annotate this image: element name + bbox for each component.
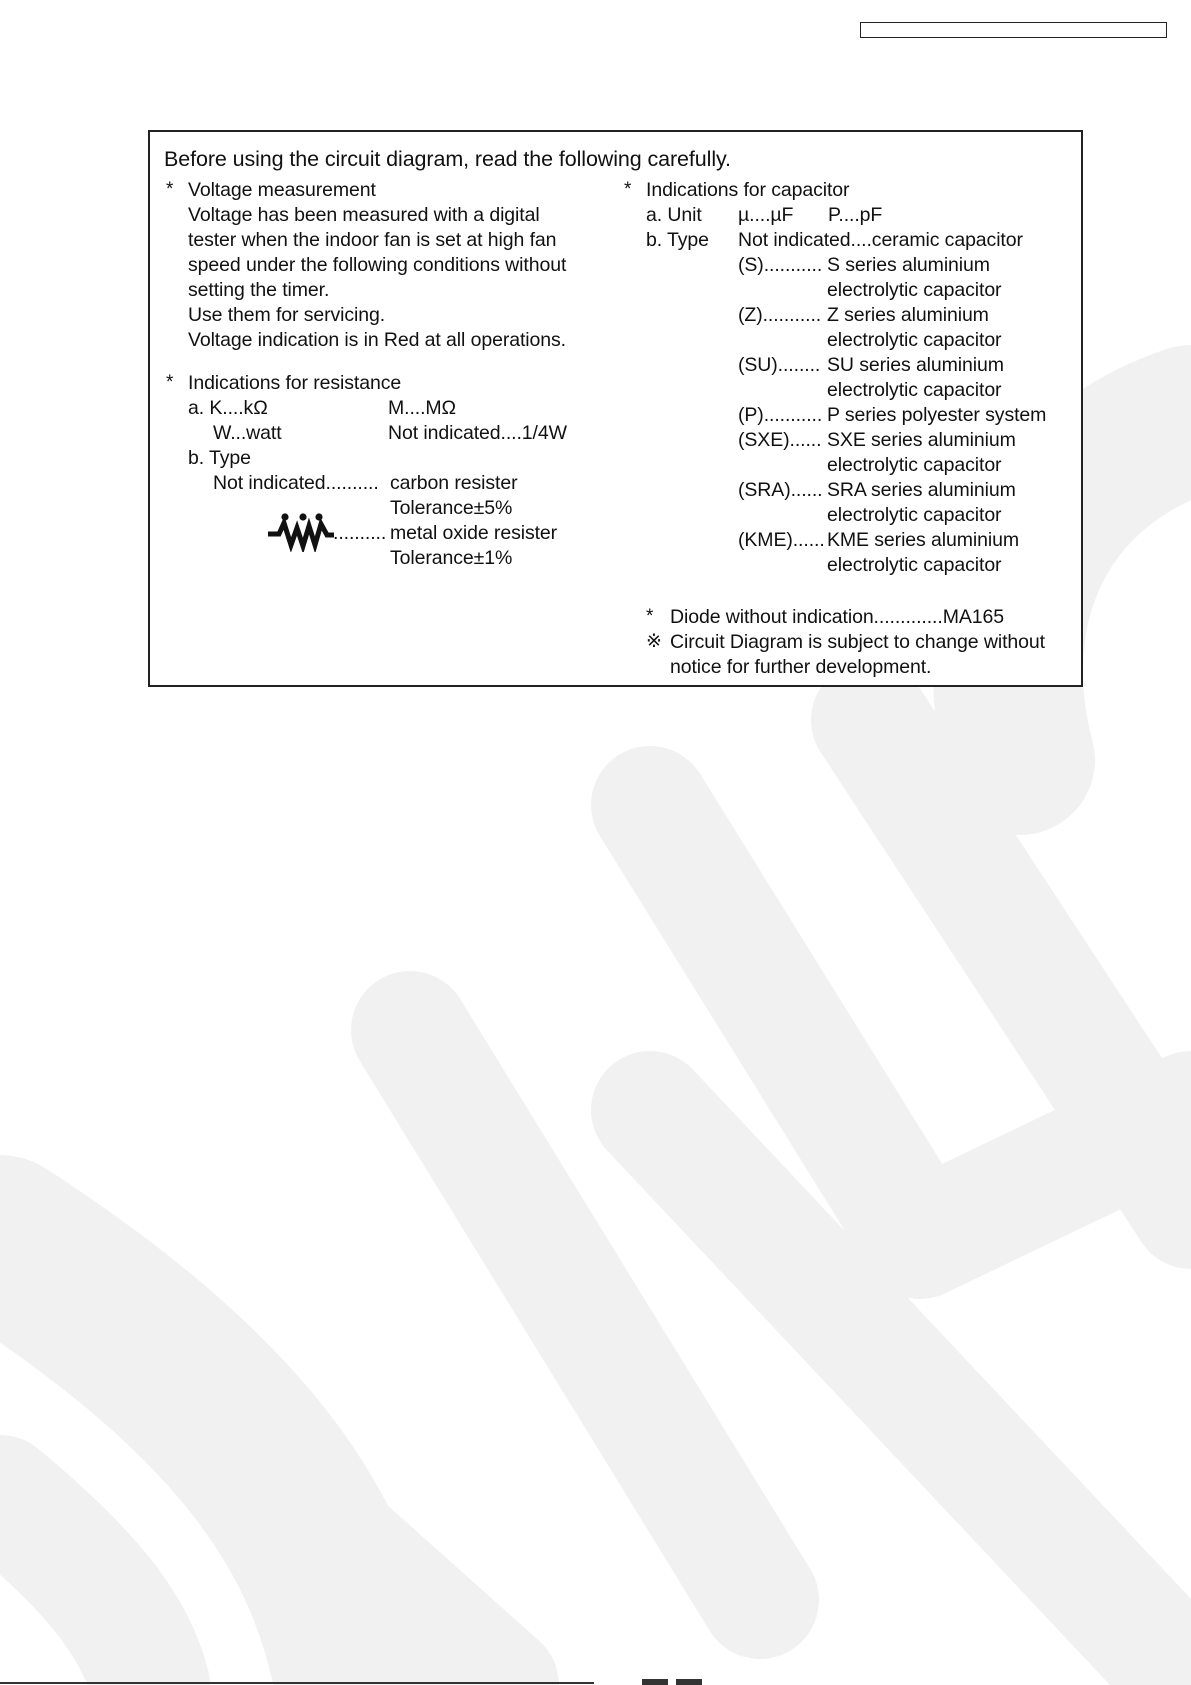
metal-oxide-resister: metal oxide resister — [390, 522, 558, 544]
capacitor-type-code: (SXE)...... — [738, 429, 822, 451]
voltage-line: Voltage indication is in Red at all operations. — [188, 329, 566, 351]
voltage-line: tester when the indoor fan is set at high fan — [188, 229, 557, 251]
resistance-unit-w: W...watt — [213, 422, 282, 444]
capacitor-type-code: (SU)........ — [738, 354, 821, 376]
capacitor-bullet: * — [624, 179, 632, 200]
resistance-default-watt: Not indicated....1/4W — [388, 422, 567, 444]
capacitor-type-name: KME series aluminium — [827, 529, 1019, 551]
capacitor-type-name: S series aluminium — [827, 254, 990, 276]
voltage-line: Voltage has been measured with a digital — [188, 204, 540, 226]
bottom-mark — [676, 1679, 702, 1685]
metal-oxide-resistor-icon — [268, 512, 334, 552]
header-label-box — [860, 22, 1167, 38]
capacitor-type-description: electrolytic capacitor — [827, 454, 1002, 476]
change-notice-line: notice for further development. — [670, 656, 932, 678]
voltage-line: setting the timer. — [188, 279, 330, 301]
capacitor-type-description: electrolytic capacitor — [827, 329, 1002, 351]
capacitor-type-code: (Z)........... — [738, 304, 822, 326]
bottom-rule — [0, 1682, 594, 1684]
capacitor-type-name: SU series aluminium — [827, 354, 1004, 376]
capacitor-type-name: Z series aluminium — [827, 304, 989, 326]
change-notice-bullet: ※ — [646, 631, 662, 652]
diode-note: Diode without indication.............MA165 — [670, 606, 1004, 628]
diode-bullet: * — [646, 606, 654, 627]
metal-dots: .......... — [333, 522, 387, 544]
resistance-not-indicated: Not indicated.......... — [213, 472, 379, 494]
voltage-line: speed under the following conditions without — [188, 254, 567, 276]
carbon-resister: carbon resister — [390, 472, 518, 494]
voltage-heading: Voltage measurement — [188, 179, 376, 201]
capacitor-type-name: P series polyester system — [827, 404, 1047, 426]
bottom-mark — [642, 1679, 668, 1685]
capacitor-type-description: electrolytic capacitor — [827, 504, 1002, 526]
change-notice-line: Circuit Diagram is subject to change without — [670, 631, 1045, 653]
capacitor-heading: Indications for capacitor — [646, 179, 850, 201]
voltage-bullet: * — [166, 179, 174, 200]
carbon-tolerance: Tolerance±5% — [390, 497, 513, 519]
capacitor-type-description: electrolytic capacitor — [827, 279, 1002, 301]
capacitor-type-code: (SRA)...... — [738, 479, 823, 501]
resistance-type-label: b. Type — [188, 447, 251, 469]
capacitor-ceramic: Not indicated....ceramic capacitor — [738, 229, 1023, 251]
capacitor-type-name: SXE series aluminium — [827, 429, 1016, 451]
capacitor-unit-mu: µ....µF — [738, 204, 794, 226]
circuit-diagram-notice — [148, 130, 1083, 687]
capacitor-type-code: (S)........... — [738, 254, 823, 276]
capacitor-type-code: (P)........... — [738, 404, 823, 426]
capacitor-unit-label: a. Unit — [646, 204, 702, 226]
resistance-unit-m: M....MΩ — [388, 397, 457, 419]
capacitor-type-code: (KME)...... — [738, 529, 825, 551]
capacitor-type-description: electrolytic capacitor — [827, 554, 1002, 576]
capacitor-type-label: b. Type — [646, 229, 709, 251]
capacitor-type-name: SRA series aluminium — [827, 479, 1016, 501]
resistance-unit-label: a. K....kΩ — [188, 397, 268, 419]
resistance-heading: Indications for resistance — [188, 372, 402, 394]
resistance-bullet: * — [166, 372, 174, 393]
metal-tolerance: Tolerance±1% — [390, 547, 513, 569]
capacitor-unit-p: P....pF — [828, 204, 883, 226]
capacitor-type-description: electrolytic capacitor — [827, 379, 1002, 401]
voltage-line: Use them for servicing. — [188, 304, 386, 326]
notice-title: Before using the circuit diagram, read the following carefully. — [164, 147, 731, 171]
